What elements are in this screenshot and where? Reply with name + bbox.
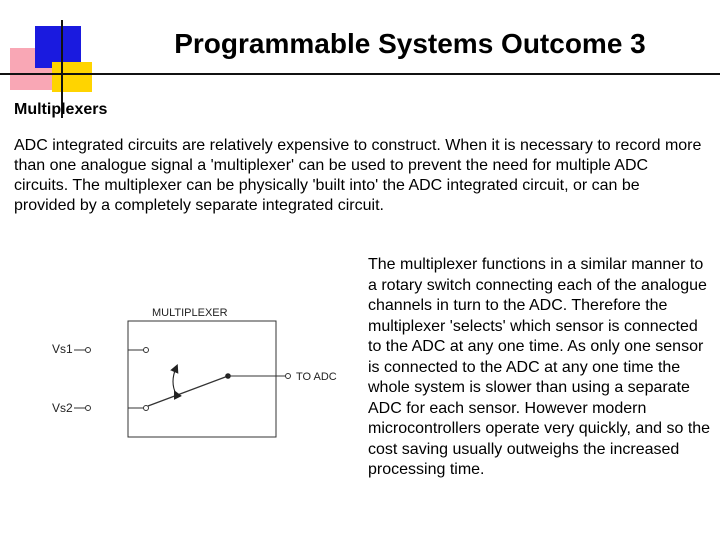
input-vs2-terminal (86, 406, 91, 411)
output-terminal (286, 374, 291, 379)
switch-arm (148, 376, 228, 406)
contact-vs1 (144, 348, 149, 353)
section-heading: Multiplexers (14, 101, 108, 118)
slide-title: Programmable Systems Outcome 3 (174, 28, 646, 59)
rotation-arrow (173, 368, 176, 394)
multiplexer-label: MULTIPLEXER (152, 307, 228, 319)
side-paragraph: The multiplexer functions in a similar manner to a rotary switch connecting each of the analogue channels in turn to the ADC. Therefore the multiplexer 'selects' which sensor is connected to the ADC at any one time. As only one sensor is connected to the ADC at any one time the whole system is slower than using a separate ADC for each sensor. However modern microcontrollers operate very quickly, and so the cost saving usually outweighs the increased processing time. (368, 256, 711, 478)
multiplexer-box (128, 321, 276, 437)
decor-yellow-square (52, 62, 92, 92)
intro-paragraph: ADC integrated circuits are relatively expensive to construct. When it is necessary to record more than one analogue signal a 'multiplexer' can be used to prevent the need for multiple ADC circuits. The multiplexer can be physically 'built into' the ADC integrated circuit, or can be provided by a completely separate integrated circuit. (14, 137, 702, 214)
output-label: TO ADC (296, 371, 337, 383)
contact-vs2 (144, 406, 149, 411)
input-vs2-label: Vs2 (52, 401, 73, 415)
multiplexer-diagram (40, 290, 350, 440)
input-vs1-label: Vs1 (52, 342, 73, 356)
input-vs1-terminal (86, 348, 91, 353)
decor-horizontal-line (0, 73, 720, 75)
